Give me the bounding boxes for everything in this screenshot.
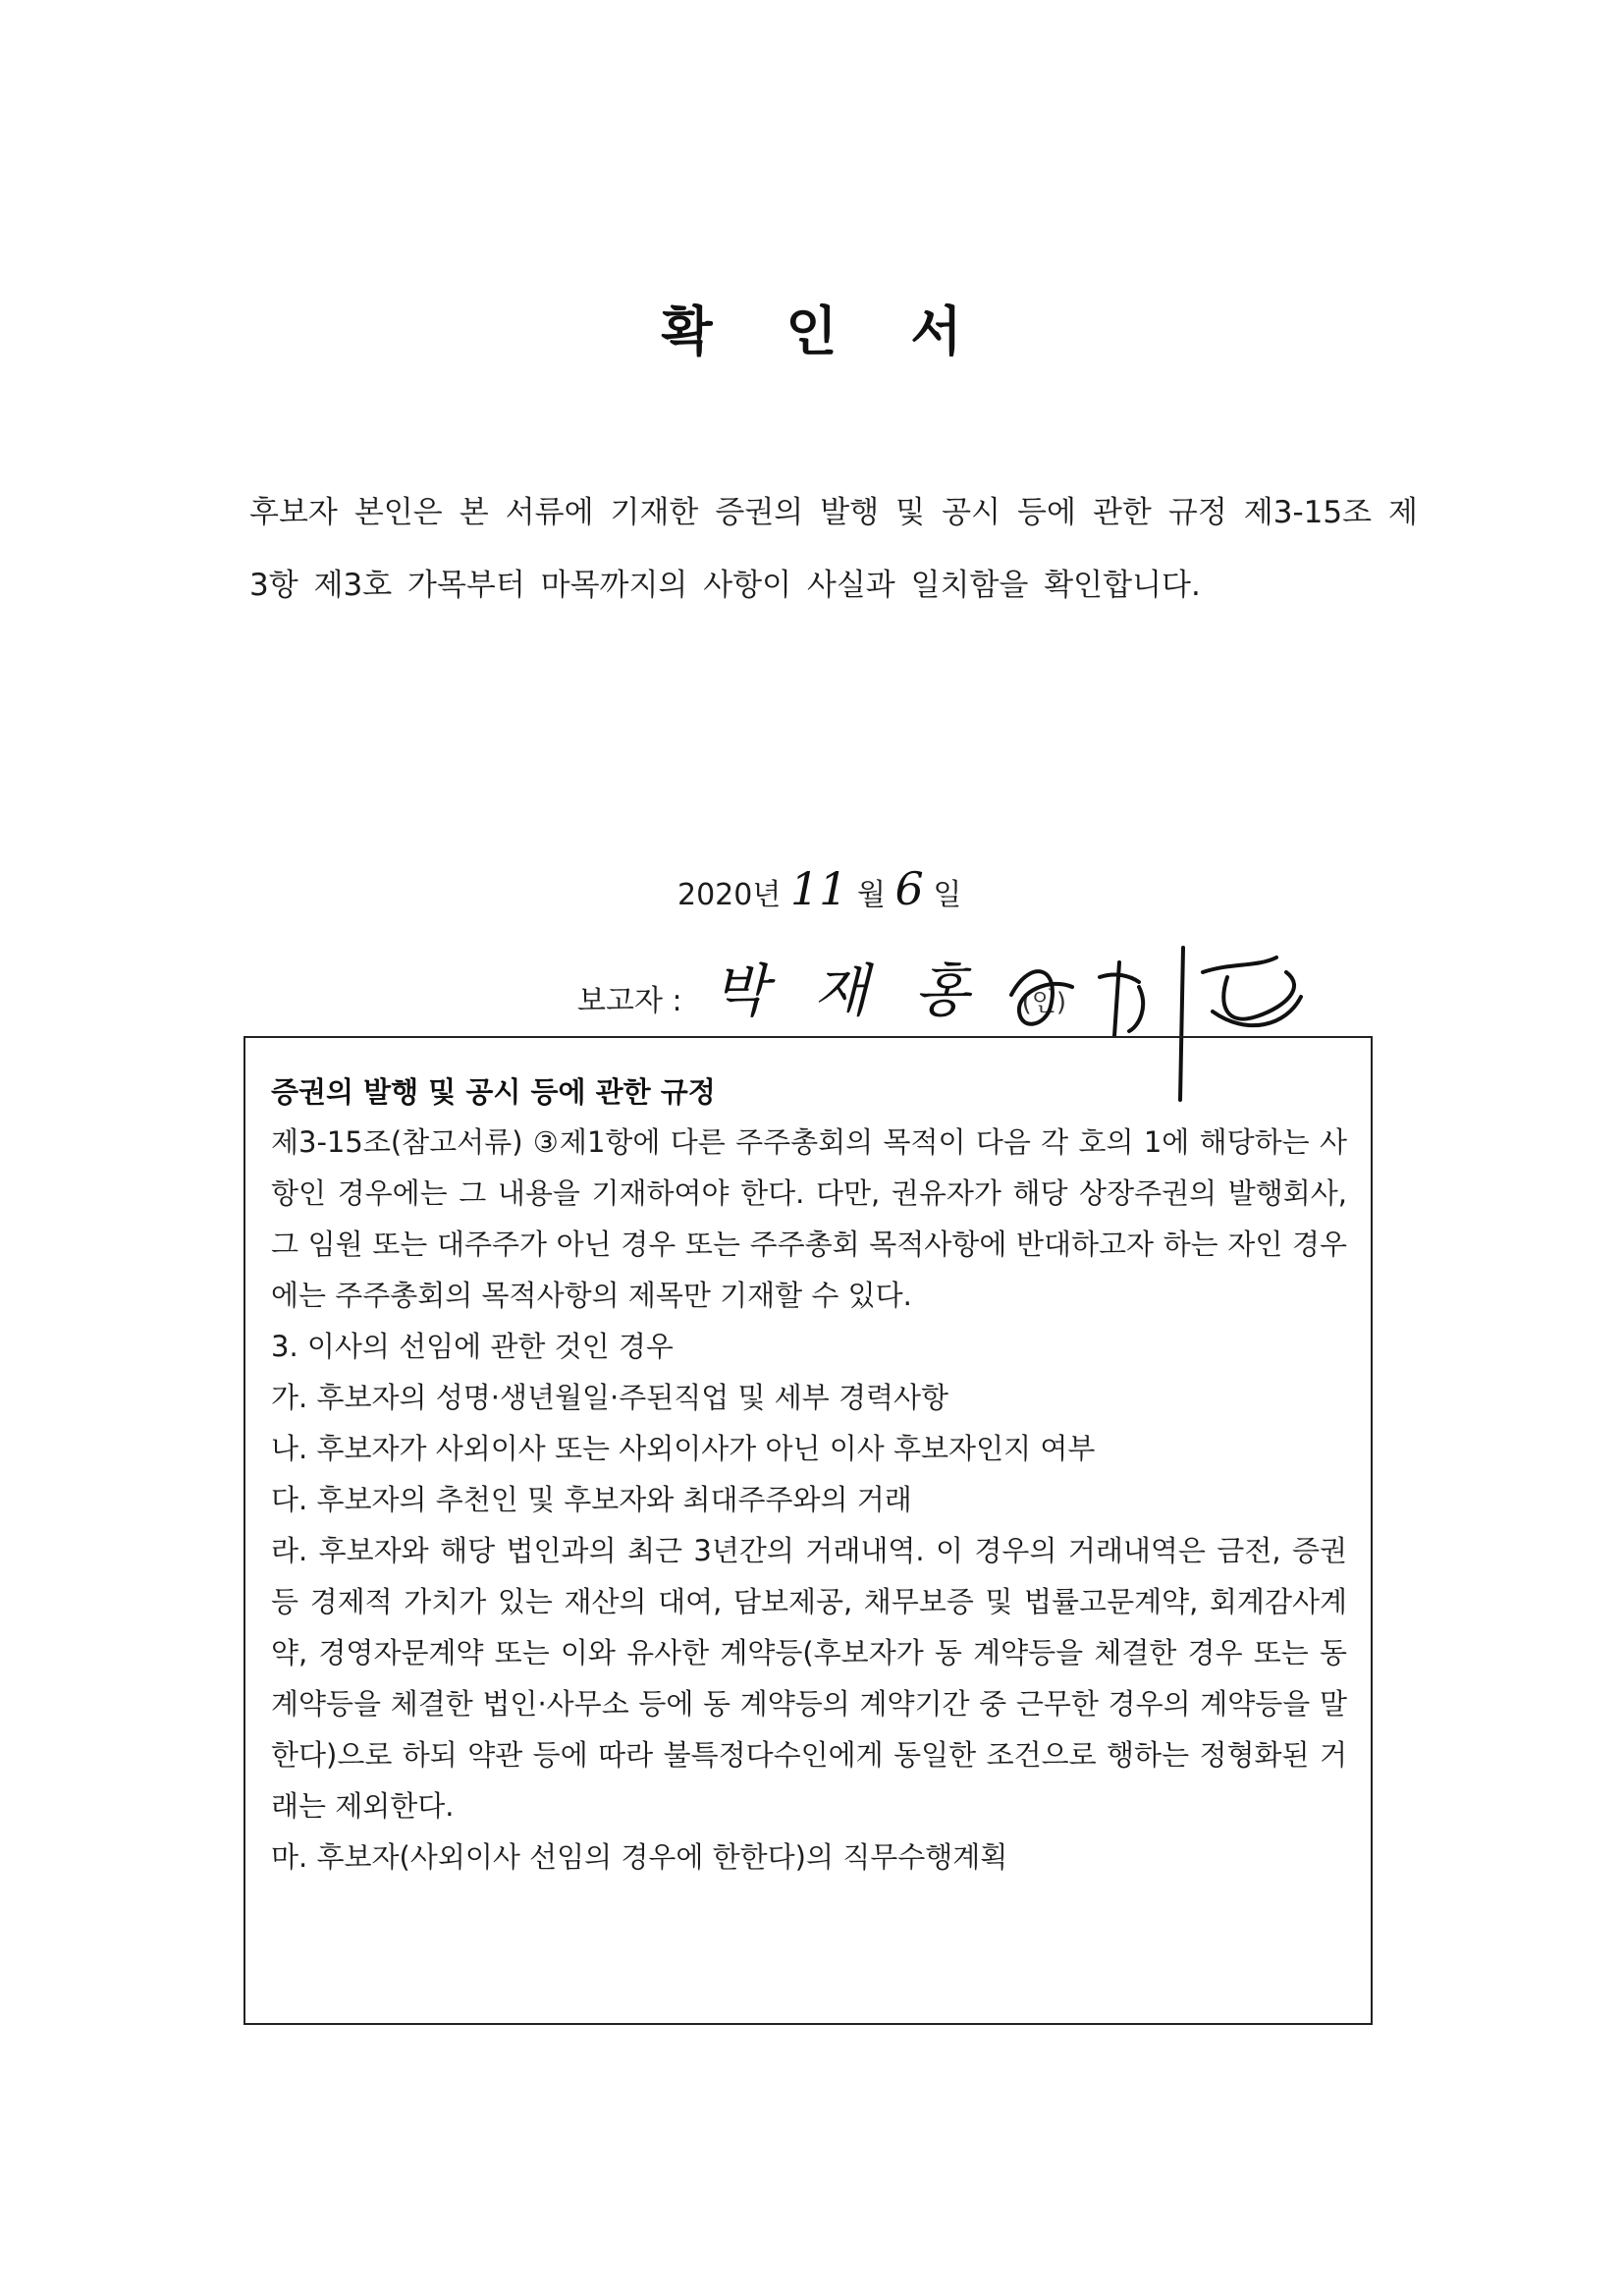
seal-label: (인) [1021, 988, 1067, 1017]
reference-subitem-ra: 라. 후보자와 해당 법인과의 최근 3년간의 거래내역. 이 경우의 거래내역은 금전, 증권 등 경제적 가치가 있는 재산의 대여, 담보제공, 채무보증 및 법률고문계약, 회계감사계약, 경영자문계약 또는 이와 유사한 계약등(후보자가 동 계약등을 체결한 경우 또는 동 계약등을 체결한 법인·사무소 등에 동 계약등의 계약기간 중 근무한 경우의 계약등을 말한다)으로 하되 약관 등에 따라 불특정다수인에게 동일한 조건으로 행하는 정형화된 거래는 제외한다. [271, 1534, 1347, 1823]
reference-subitem-ga: 가. 후보자의 성명·생년월일·주된직업 및 세부 경력사항 [271, 1381, 949, 1414]
date-line [677, 862, 961, 915]
reference-item-3: 3. 이사의 선임에 관한 것인 경우 [271, 1330, 674, 1363]
date-day-unit: 일 [933, 878, 962, 912]
confirmation-statement: 후보자 본인은 본 서류에 기재한 증권의 발행 및 공시 등에 관한 규정 제3-15조 제3항 제3호 가목부터 마목까지의 사항이 사실과 일치함을 확인합니다. [249, 495, 1418, 603]
reference-subitem-na: 나. 후보자가 사외이사 또는 사외이사가 아닌 이사 후보자인지 여부 [271, 1432, 1096, 1465]
reporter-label: 보고자 : [577, 984, 682, 1018]
date-day-handwritten: 6 [894, 862, 924, 915]
reference-subitem-da: 다. 후보자의 추천인 및 후보자와 최대주주와의 거래 [271, 1483, 912, 1516]
reference-intro: 제3-15조(참고서류) ③제1항에 다른 주주총회의 목적이 다음 각 호의 1에 해당하는 사항인 경우에는 그 내용을 기재하여야 한다. 다만, 권유자가 해당 상장주권의 발행회사, 그 임원 또는 대주주가 아닌 경우 또는 주주총회 목적사항에 반대하고자 하는 자인 경우에는 주주총회의 목적사항의 제목만 기재할 수 있다. [271, 1125, 1347, 1312]
date-month-unit: 월 [856, 878, 886, 912]
reference-subitem-ma: 마. 후보자(사외이사 선임의 경우에 한한다)의 직무수행계획 [271, 1840, 1008, 1874]
date-year: 2020년 [677, 878, 782, 912]
reference-box [243, 1036, 1373, 2025]
date-month-handwritten: 11 [789, 862, 848, 915]
document-title: 확 인 서 [661, 301, 990, 362]
reference-title: 증권의 발행 및 공시 등에 관한 규정 [271, 1075, 716, 1109]
reporter-name-handwritten: 박 재 홍 [713, 957, 984, 1024]
